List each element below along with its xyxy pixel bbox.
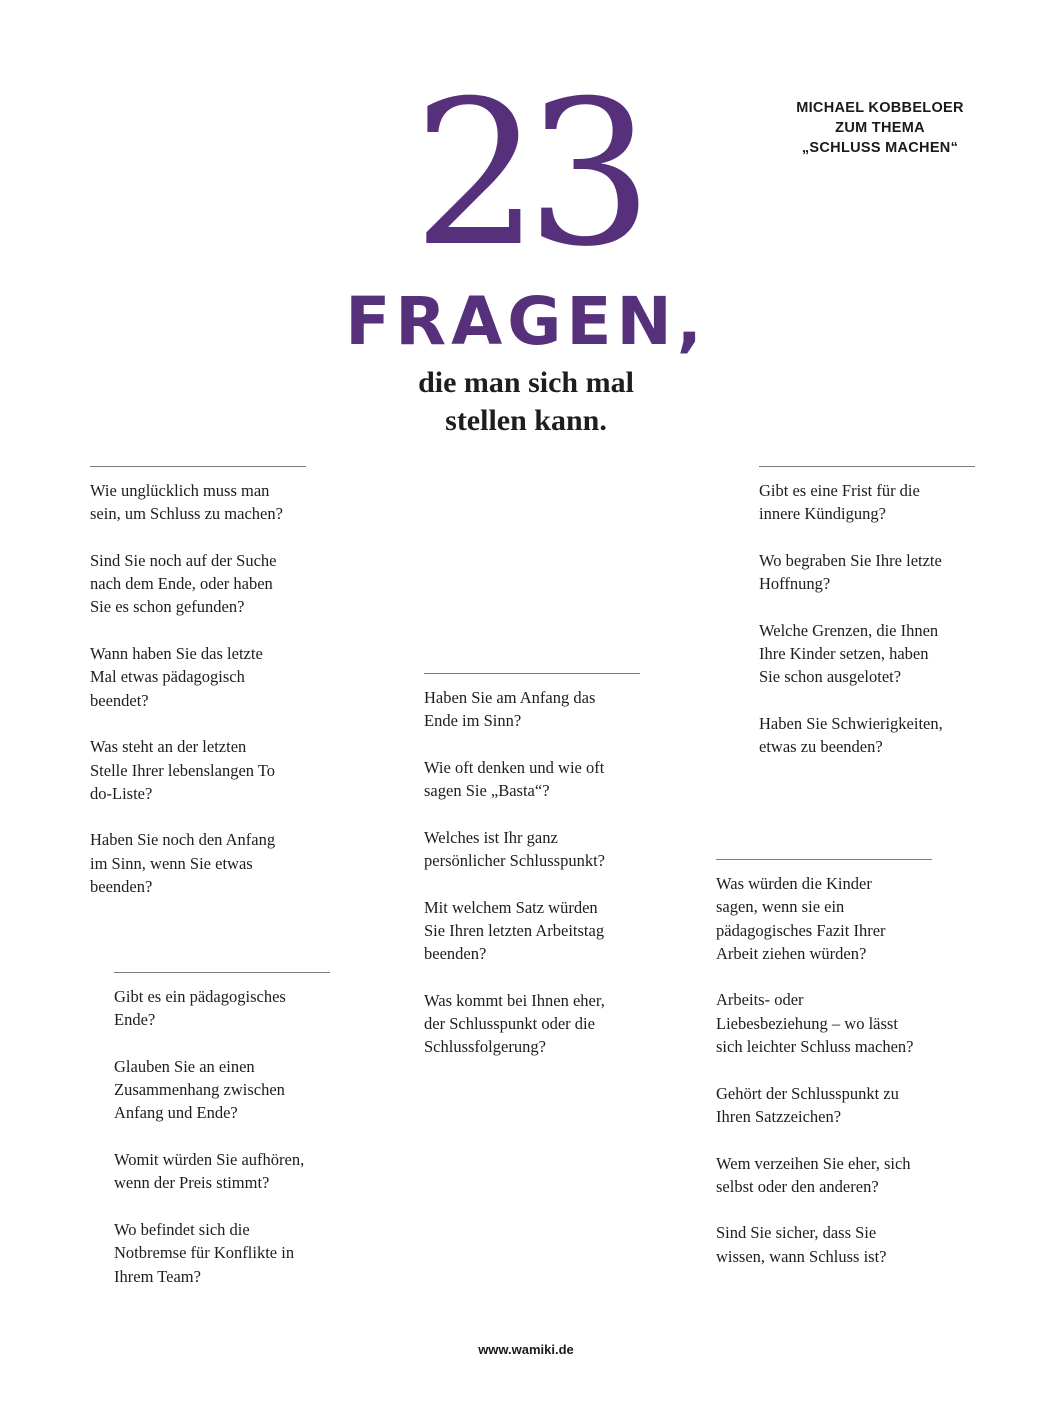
question-item xyxy=(90,549,306,619)
question-line: wenn der Preis stimmt? xyxy=(114,1173,270,1193)
question-line: Gibt es ein pädagogisches xyxy=(114,987,286,1006)
question-line: Was würden die Kinder xyxy=(716,874,872,893)
question-item xyxy=(716,872,932,965)
question-line: Sind Sie noch auf der Suche xyxy=(90,550,277,570)
question-line: Sie Ihren letzten Arbeitstag xyxy=(424,920,605,940)
question-block-left-bottom xyxy=(114,972,330,1288)
question-line: sagen Sie „Basta“? xyxy=(424,781,550,801)
question-line: Wo begraben Sie Ihre letzte xyxy=(759,550,942,570)
question-item xyxy=(424,896,640,966)
question-item xyxy=(759,619,975,689)
title-number: 23 xyxy=(412,58,640,291)
question-line: Wie unglücklich muss man xyxy=(90,481,270,500)
question-line: Gibt es eine Frist für die xyxy=(759,481,920,500)
question-line: selbst oder den anderen? xyxy=(716,1176,879,1196)
question-line: Ende? xyxy=(114,1010,156,1030)
question-item xyxy=(759,479,975,526)
footer-url: www.wamiki.de xyxy=(478,1342,574,1357)
question-line: Haben Sie noch den Anfang xyxy=(90,830,276,850)
question-line: Welches ist Ihr ganz xyxy=(424,827,558,847)
question-line: Notbremse für Konflikte in xyxy=(114,1243,295,1263)
question-line: Sie es schon gefunden? xyxy=(90,597,245,617)
question-line: persönlicher Schlusspunkt? xyxy=(424,851,606,871)
question-line: etwas zu beenden? xyxy=(759,737,883,757)
question-line: Anfang und Ende? xyxy=(114,1103,238,1123)
question-line: Was steht an der letzten xyxy=(90,737,247,757)
question-line: beenden? xyxy=(424,944,487,964)
question-line: Arbeits- oder xyxy=(716,990,804,1010)
question-item xyxy=(716,1221,932,1268)
question-line: Wann haben Sie das letzte xyxy=(90,644,263,664)
question-line: Mit welchem Satz würden xyxy=(424,897,598,917)
question-item xyxy=(90,735,306,805)
question-line: Mal etwas pädagogisch xyxy=(90,667,245,687)
question-item xyxy=(424,756,640,803)
question-block-right-bottom xyxy=(716,859,932,1268)
question-line: Wem verzeihen Sie eher, sich xyxy=(716,1153,911,1173)
question-item xyxy=(759,712,975,759)
question-item xyxy=(90,642,306,712)
question-line: im Sinn, wenn Sie etwas xyxy=(90,853,253,873)
question-line: Welche Grenzen, die Ihnen xyxy=(759,620,939,640)
question-line: Liebesbeziehung – wo lässt xyxy=(716,1013,898,1033)
title-subtitle xyxy=(326,364,726,440)
question-item xyxy=(716,988,932,1058)
question-line: beenden? xyxy=(90,877,153,897)
question-line: Was kommt bei Ihnen eher, xyxy=(424,990,605,1010)
question-item xyxy=(716,1082,932,1129)
question-line: der Schlusspunkt oder die xyxy=(424,1014,595,1034)
question-line: Womit würden Sie aufhören, xyxy=(114,1150,305,1170)
question-line: Schlussfolgerung? xyxy=(424,1037,546,1057)
question-item xyxy=(424,826,640,873)
question-line: Haben Sie Schwierigkeiten, xyxy=(759,713,943,733)
question-line: pädagogisches Fazit Ihrer xyxy=(716,920,886,940)
question-item xyxy=(114,1148,330,1195)
question-item xyxy=(424,686,640,733)
question-block-right-top xyxy=(759,466,975,759)
question-line: Haben Sie am Anfang das xyxy=(424,688,596,707)
question-line: sich leichter Schluss machen? xyxy=(716,1037,914,1057)
question-line: Wo befindet sich die xyxy=(114,1219,250,1239)
question-line: beendet? xyxy=(90,690,149,710)
question-line: Gehört der Schlusspunkt zu xyxy=(716,1083,899,1103)
subtitle-line: die man sich mal xyxy=(418,366,634,399)
question-line: Ihre Kinder setzen, haben xyxy=(759,644,929,664)
question-item xyxy=(114,1055,330,1125)
question-item xyxy=(90,828,306,898)
question-item xyxy=(716,1152,932,1199)
question-line: Ende im Sinn? xyxy=(424,711,522,731)
byline-line: MICHAEL KOBBELOER xyxy=(796,100,964,116)
question-line: Sie schon ausgelotet? xyxy=(759,667,902,687)
question-item xyxy=(114,1218,330,1288)
question-line: sagen, wenn sie ein xyxy=(716,897,845,917)
question-line: Ihrem Team? xyxy=(114,1266,201,1286)
question-line: nach dem Ende, oder haben xyxy=(90,574,273,594)
title-headline: FRAGEN, xyxy=(345,283,707,360)
byline-line: „SCHLUSS MACHEN“ xyxy=(801,140,959,156)
question-line: Ihren Satzzeichen? xyxy=(716,1106,842,1126)
question-block-center xyxy=(424,673,640,1059)
question-line: wissen, wann Schluss ist? xyxy=(716,1246,887,1266)
question-line: Glauben Sie an einen xyxy=(114,1056,255,1076)
question-item xyxy=(424,989,640,1059)
author-byline xyxy=(770,98,990,158)
question-line: Sind Sie sicher, dass Sie xyxy=(716,1223,877,1243)
question-item xyxy=(114,985,330,1032)
question-line: Hoffnung? xyxy=(759,574,831,594)
question-item xyxy=(90,479,306,526)
question-block-left-top xyxy=(90,466,306,898)
question-line: Wie oft denken und wie oft xyxy=(424,757,605,777)
question-line: do-Liste? xyxy=(90,783,153,803)
byline-line: ZUM THEMA xyxy=(835,120,925,136)
question-line: Stelle Ihrer lebenslangen To xyxy=(90,760,276,780)
question-line: sein, um Schluss zu machen? xyxy=(90,504,283,524)
subtitle-line: stellen kann. xyxy=(445,404,607,437)
question-line: Zusammenhang zwischen xyxy=(114,1080,285,1100)
question-line: innere Kündigung? xyxy=(759,504,886,524)
question-line: Arbeit ziehen würden? xyxy=(716,943,867,963)
question-item xyxy=(759,549,975,596)
